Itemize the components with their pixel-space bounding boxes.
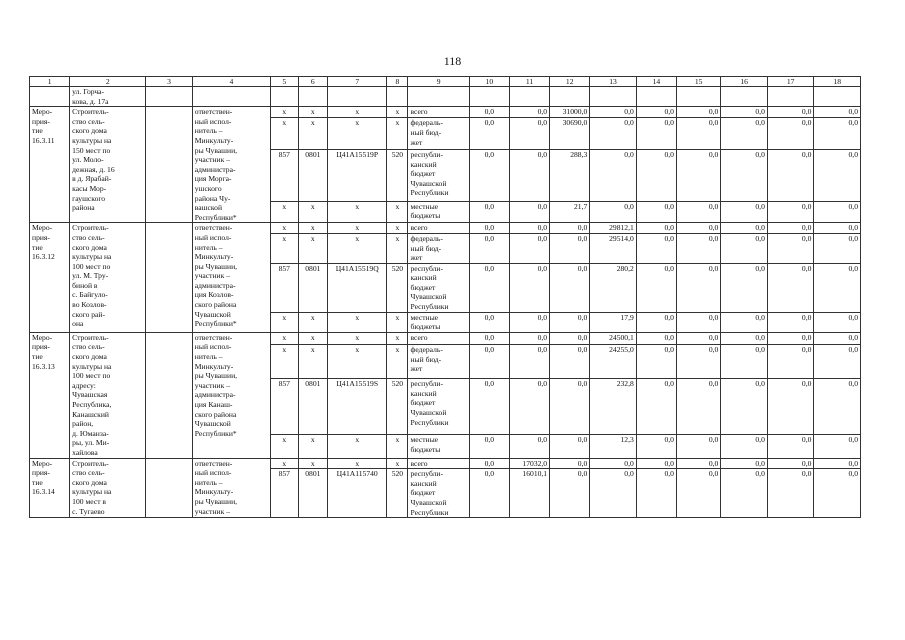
amount-cell: 0,0 [814, 118, 861, 150]
grbs-code-cell: x [271, 345, 298, 379]
grbs-code-cell: 857 [271, 469, 298, 518]
amount-cell: 0,0 [550, 312, 590, 332]
event-number-cell: Меро- прия- тие 16.3.14 [30, 458, 70, 518]
column-number-14: 14 [636, 77, 676, 87]
target-article-cell: x [328, 435, 387, 458]
empty-column-3-cell [146, 332, 193, 458]
event-number-cell: Меро- прия- тие 16.3.13 [30, 332, 70, 458]
target-article-cell: x [328, 223, 387, 234]
amount-cell: 0,0 [767, 107, 814, 118]
amount-cell: 0,0 [767, 118, 814, 150]
amount-cell: 0,0 [509, 107, 549, 118]
responsible-executor-cell: ответствен- ный испол- нитель – Минкульту- ры Чувашии, участник – администра- ция Канаш- ского района Чувашской Республики* [192, 332, 270, 458]
responsible-executor-cell: ответствен- ный испол- нитель – Минкульту- ры Чувашии, участник – [192, 458, 270, 518]
column-number-3: 3 [146, 77, 193, 87]
expense-type-cell: 520 [387, 379, 408, 435]
funding-source-cell: федераль- ный бюд- жет [408, 345, 469, 379]
amount-cell: 0,0 [636, 469, 676, 518]
amount-cell: 0,0 [590, 469, 637, 518]
amount-cell: 0,0 [469, 118, 509, 150]
funding-source-cell: всего [408, 223, 469, 234]
amount-cell: 30690,0 [550, 118, 590, 150]
target-article-cell: x [328, 118, 387, 150]
expense-type-cell: 520 [387, 469, 408, 518]
amount-cell: 0,0 [676, 118, 720, 150]
amount-cell: 0,0 [469, 435, 509, 458]
section-code-cell: x [298, 312, 328, 332]
amount-cell: 0,0 [676, 379, 720, 435]
column-number-header-row [30, 77, 861, 87]
amount-cell: 0,0 [509, 263, 549, 312]
amount-cell: 0,0 [636, 312, 676, 332]
amount-cell: 0,0 [721, 118, 768, 150]
funding-source-cell: местные бюджеты [408, 435, 469, 458]
amount-cell: 24255,0 [590, 345, 637, 379]
section-code-cell: x [298, 435, 328, 458]
amount-cell: 0,0 [636, 149, 676, 201]
grbs-code-cell: x [271, 223, 298, 234]
amount-cell: 0,0 [509, 223, 549, 234]
funding-source-cell: всего [408, 332, 469, 344]
section-code-cell: x [298, 118, 328, 150]
amount-cell: 0,0 [550, 233, 590, 263]
table-row [30, 223, 861, 234]
funding-source-cell: республи- канский бюджет Чувашской Республики [408, 149, 469, 201]
amount-cell: 0,0 [469, 379, 509, 435]
empty-column-3-cell [146, 107, 193, 223]
amount-cell: 0,0 [550, 332, 590, 344]
column-number-16: 16 [721, 77, 768, 87]
amount-cell: 21,7 [550, 201, 590, 222]
expense-type-cell: x [387, 107, 408, 118]
amount-cell: 0,0 [767, 233, 814, 263]
expense-type-cell: x [387, 223, 408, 234]
amount-cell: 0,0 [636, 263, 676, 312]
column-number-10: 10 [469, 77, 509, 87]
column-number-9: 9 [408, 77, 469, 87]
target-article-cell: x [328, 458, 387, 469]
section-code-cell: 0801 [298, 149, 328, 201]
column-number-4: 4 [192, 77, 270, 87]
target-article-cell: x [328, 201, 387, 222]
section-code-cell: x [298, 332, 328, 344]
expense-type-cell: x [387, 435, 408, 458]
amount-cell: 0,0 [721, 223, 768, 234]
column-number-11: 11 [509, 77, 549, 87]
target-article-cell: x [328, 312, 387, 332]
amount-cell: 0,0 [721, 345, 768, 379]
funding-source-cell: всего [408, 107, 469, 118]
expense-type-cell: 520 [387, 149, 408, 201]
amount-cell: 0,0 [469, 233, 509, 263]
expense-type-cell: x [387, 233, 408, 263]
amount-cell: 0,0 [509, 118, 549, 150]
amount-cell: 0,0 [814, 149, 861, 201]
amount-cell: 288,3 [550, 149, 590, 201]
event-object-cell: Строитель- ство сель- ского дома культуры на 100 мест по адресу: Чувашская Республика, Канашский район, д. Юманза- ры, ул. Ми- хайлова [70, 332, 146, 458]
table-row [30, 107, 861, 118]
amount-cell: 0,0 [509, 435, 549, 458]
amount-cell: 0,0 [767, 332, 814, 344]
amount-cell: 0,0 [469, 149, 509, 201]
amount-cell: 0,0 [636, 107, 676, 118]
amount-cell: 0,0 [469, 263, 509, 312]
funding-source-cell: местные бюджеты [408, 201, 469, 222]
expense-type-cell: x [387, 332, 408, 344]
column-number-12: 12 [550, 77, 590, 87]
funding-source-cell: республи- канский бюджет Чувашской Республики [408, 469, 469, 518]
budget-table [29, 76, 861, 518]
expense-type-cell: x [387, 345, 408, 379]
amount-cell: 0,0 [550, 435, 590, 458]
amount-cell: 0,0 [721, 379, 768, 435]
amount-cell: 12,3 [590, 435, 637, 458]
grbs-code-cell: x [271, 458, 298, 469]
column-number-5: 5 [271, 77, 298, 87]
section-code-cell: 0801 [298, 263, 328, 312]
target-article-cell: x [328, 345, 387, 379]
amount-cell: 0,0 [721, 149, 768, 201]
grbs-code-cell: 857 [271, 149, 298, 201]
amount-cell: 0,0 [767, 201, 814, 222]
amount-cell: 0,0 [469, 312, 509, 332]
amount-cell: 0,0 [814, 379, 861, 435]
amount-cell: 0,0 [814, 107, 861, 118]
amount-cell: 0,0 [721, 312, 768, 332]
amount-cell: 0,0 [550, 458, 590, 469]
amount-cell: 0,0 [676, 223, 720, 234]
amount-cell: 0,0 [814, 263, 861, 312]
expense-type-cell: x [387, 312, 408, 332]
amount-cell: 0,0 [814, 469, 861, 518]
funding-source-cell: всего [408, 458, 469, 469]
grbs-code-cell: x [271, 107, 298, 118]
section-code-cell: x [298, 458, 328, 469]
amount-cell: 0,0 [676, 149, 720, 201]
empty-column-3-cell [146, 458, 193, 518]
funding-source-cell: федераль- ный бюд- жет [408, 233, 469, 263]
amount-cell: 0,0 [767, 263, 814, 312]
target-article-cell: x [328, 332, 387, 344]
grbs-code-cell: x [271, 332, 298, 344]
amount-cell: 0,0 [814, 332, 861, 344]
amount-cell: 0,0 [814, 345, 861, 379]
amount-cell: 0,0 [676, 435, 720, 458]
amount-cell: 0,0 [814, 458, 861, 469]
amount-cell: 0,0 [509, 312, 549, 332]
event-number-cell: Меро- прия- тие 16.3.12 [30, 223, 70, 333]
amount-cell: 0,0 [814, 233, 861, 263]
amount-cell: 0,0 [469, 345, 509, 379]
column-number-2: 2 [70, 77, 146, 87]
amount-cell: 0,0 [509, 149, 549, 201]
column-number-8: 8 [387, 77, 408, 87]
amount-cell: 0,0 [469, 223, 509, 234]
amount-cell: 0,0 [676, 345, 720, 379]
section-code-cell: x [298, 223, 328, 234]
amount-cell: 0,0 [814, 201, 861, 222]
amount-cell: 24500,1 [590, 332, 637, 344]
target-article-cell: Ц41А15519S [328, 379, 387, 435]
funding-source-cell: республи- канский бюджет Чувашской Республики [408, 379, 469, 435]
amount-cell: 17032,0 [509, 458, 549, 469]
amount-cell: 0,0 [814, 435, 861, 458]
grbs-code-cell: 857 [271, 379, 298, 435]
amount-cell: 0,0 [509, 201, 549, 222]
amount-cell: 0,0 [814, 223, 861, 234]
amount-cell: 0,0 [676, 107, 720, 118]
amount-cell: 0,0 [767, 435, 814, 458]
amount-cell: 0,0 [676, 201, 720, 222]
section-code-cell: x [298, 233, 328, 263]
section-code-cell: 0801 [298, 379, 328, 435]
target-article-cell: Ц41А15519Q [328, 263, 387, 312]
amount-cell: 0,0 [721, 107, 768, 118]
amount-cell: 0,0 [767, 312, 814, 332]
expense-type-cell: x [387, 458, 408, 469]
amount-cell: 0,0 [767, 469, 814, 518]
event-object-cell: Строитель- ство сель- ского дома культуры на 100 мест в с. Тугаево [70, 458, 146, 518]
amount-cell: 232,8 [590, 379, 637, 435]
amount-cell: 0,0 [721, 458, 768, 469]
amount-cell: 0,0 [767, 379, 814, 435]
amount-cell: 0,0 [550, 223, 590, 234]
table-row [30, 332, 861, 344]
responsible-executor-cell: ответствен- ный испол- нитель – Минкульту- ры Чувашии, участник – администра- ция Козлов- ского района Чувашской Республики* [192, 223, 270, 333]
amount-cell: 0,0 [636, 332, 676, 344]
amount-cell: 0,0 [636, 233, 676, 263]
column-number-18: 18 [814, 77, 861, 87]
grbs-code-cell: x [271, 118, 298, 150]
amount-cell: 0,0 [767, 458, 814, 469]
expense-type-cell: 520 [387, 263, 408, 312]
amount-cell: 0,0 [636, 379, 676, 435]
grbs-code-cell: 857 [271, 263, 298, 312]
target-article-cell: Ц41А15519Р [328, 149, 387, 201]
amount-cell: 0,0 [636, 435, 676, 458]
section-code-cell: x [298, 201, 328, 222]
amount-cell: 0,0 [636, 201, 676, 222]
amount-cell: 31000,0 [550, 107, 590, 118]
amount-cell: 0,0 [721, 332, 768, 344]
amount-cell: 0,0 [721, 233, 768, 263]
amount-cell: 0,0 [550, 263, 590, 312]
amount-cell: 0,0 [509, 345, 549, 379]
responsible-executor-cell: ответствен- ный испол- нитель – Минкульту- ры Чувашии, участник – администра- ция Морга- ушского района Чу- вашской Республики* [192, 107, 270, 223]
amount-cell: 0,0 [590, 107, 637, 118]
amount-cell: 0,0 [676, 312, 720, 332]
table-row [30, 458, 861, 469]
section-code-cell: x [298, 345, 328, 379]
grbs-code-cell: x [271, 312, 298, 332]
amount-cell: 0,0 [590, 458, 637, 469]
page-number: 118 [443, 54, 462, 68]
amount-cell: 0,0 [676, 458, 720, 469]
amount-cell: 0,0 [721, 435, 768, 458]
amount-cell: 0,0 [590, 201, 637, 222]
amount-cell: 0,0 [636, 118, 676, 150]
amount-cell: 0,0 [469, 201, 509, 222]
amount-cell: 17,9 [590, 312, 637, 332]
amount-cell: 0,0 [469, 107, 509, 118]
continuation-row [30, 87, 861, 107]
amount-cell: 0,0 [469, 458, 509, 469]
event-object-cell: Строитель- ство сель- ского дома культуры на 150 мест по ул. Моло- дежная, д. 16 в д. Ярабай- касы Мор- гаушского района [70, 107, 146, 223]
section-code-cell: 0801 [298, 469, 328, 518]
amount-cell: 0,0 [636, 458, 676, 469]
grbs-code-cell: x [271, 201, 298, 222]
amount-cell: 0,0 [721, 469, 768, 518]
amount-cell: 0,0 [676, 332, 720, 344]
amount-cell: 0,0 [676, 263, 720, 312]
amount-cell: 0,0 [469, 469, 509, 518]
column-number-17: 17 [767, 77, 814, 87]
column-number-1: 1 [30, 77, 70, 87]
column-number-6: 6 [298, 77, 328, 87]
section-code-cell: x [298, 107, 328, 118]
funding-source-cell: местные бюджеты [408, 312, 469, 332]
amount-cell: 16010,1 [509, 469, 549, 518]
event-object-cell: Строитель- ство сель- ского дома культуры на 100 мест по ул. М. Тру- биной в с. Байгуло- во Козлов- ского рай- она [70, 223, 146, 333]
column-number-7: 7 [328, 77, 387, 87]
amount-cell: 0,0 [676, 469, 720, 518]
column-number-13: 13 [590, 77, 637, 87]
funding-source-cell: федераль- ный бюд- жет [408, 118, 469, 150]
amount-cell: 0,0 [590, 118, 637, 150]
amount-cell: 0,0 [721, 201, 768, 222]
grbs-code-cell: x [271, 233, 298, 263]
amount-cell: 0,0 [814, 312, 861, 332]
amount-cell: 0,0 [550, 345, 590, 379]
amount-cell: 0,0 [590, 149, 637, 201]
amount-cell: 0,0 [767, 149, 814, 201]
empty-column-3-cell [146, 223, 193, 333]
amount-cell: 0,0 [550, 469, 590, 518]
expense-type-cell: x [387, 118, 408, 150]
amount-cell: 0,0 [509, 233, 549, 263]
amount-cell: 280,2 [590, 263, 637, 312]
funding-source-cell: республи- канский бюджет Чувашской Республики [408, 263, 469, 312]
amount-cell: 0,0 [676, 233, 720, 263]
amount-cell: 0,0 [550, 379, 590, 435]
amount-cell: 0,0 [767, 345, 814, 379]
grbs-code-cell: x [271, 435, 298, 458]
amount-cell: 0,0 [469, 332, 509, 344]
column-number-15: 15 [676, 77, 720, 87]
amount-cell: 0,0 [509, 379, 549, 435]
event-number-cell: Меро- прия- тие 16.3.11 [30, 107, 70, 223]
target-article-cell: Ц41А115740 [328, 469, 387, 518]
amount-cell: 29812,1 [590, 223, 637, 234]
amount-cell: 0,0 [636, 223, 676, 234]
amount-cell: 0,0 [509, 332, 549, 344]
amount-cell: 0,0 [767, 223, 814, 234]
amount-cell: 29514,0 [590, 233, 637, 263]
target-article-cell: x [328, 107, 387, 118]
cont-object-cell: ул. Горча- кова, д. 17а [70, 87, 146, 107]
target-article-cell: x [328, 233, 387, 263]
amount-cell: 0,0 [721, 263, 768, 312]
expense-type-cell: x [387, 201, 408, 222]
amount-cell: 0,0 [636, 345, 676, 379]
